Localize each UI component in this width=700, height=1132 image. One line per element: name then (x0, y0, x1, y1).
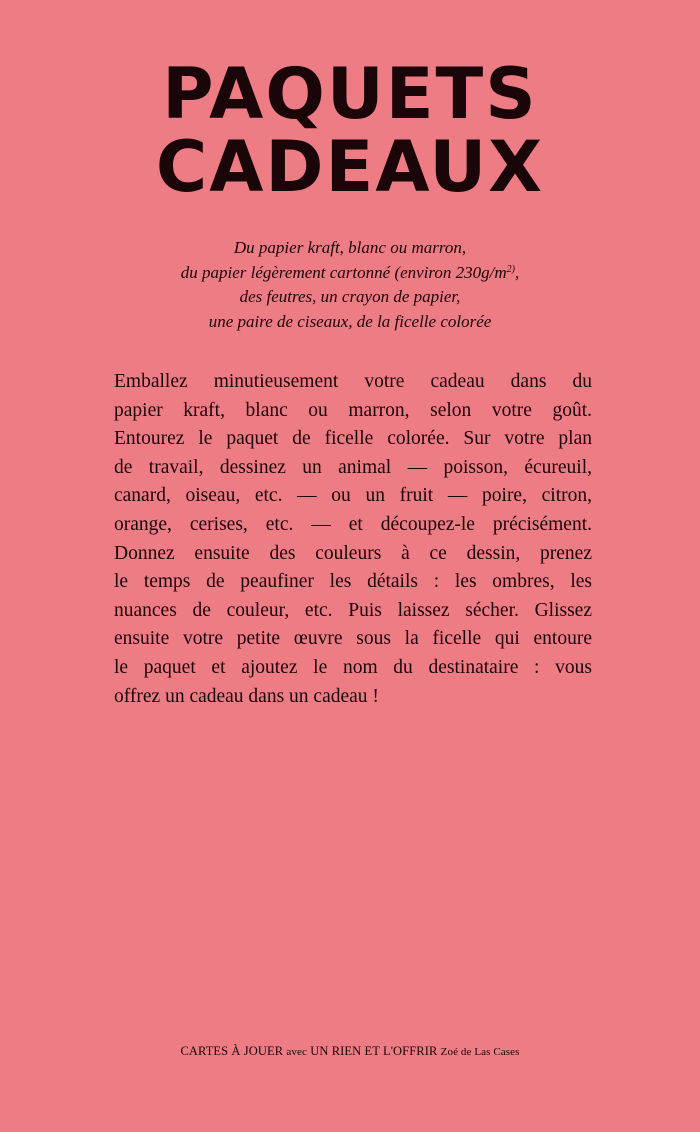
page-title (0, 53, 700, 208)
materials-line-3: des feutres, un crayon de papier, (239, 287, 461, 307)
instructions-line: Emballez minutieusement votre cadeau dans du (114, 371, 592, 392)
instructions-line: orange, cerises, etc. — et découpez-le précisément. (114, 513, 592, 535)
page-footer (0, 1042, 700, 1061)
instructions-line: offrez un cadeau dans un cadeau ! (114, 685, 379, 707)
footer-series-title: CARTES À JOUER (180, 1044, 284, 1058)
instructions-line: papier kraft, blanc ou marron, selon votre goût. (114, 399, 592, 421)
footer-author: Zoé de Las Cases (440, 1046, 520, 1058)
instructions-line: nuances de couleur, etc. Puis laissez sécher. Glissez (114, 599, 592, 621)
materials-line-2-end: , (515, 262, 520, 282)
instructions-line: Entourez le paquet de ficelle colorée. Sur votre plan (114, 428, 592, 450)
title-line-2: CADEAUX (155, 126, 545, 208)
instructions-line: de travail, dessinez un animal — poisson, écureuil, (114, 456, 592, 478)
instructions-line: ensuite votre petite œuvre sous la ficelle qui entoure (114, 628, 592, 650)
materials-line-1: Du papier kraft, blanc ou marron, (233, 238, 467, 257)
footer-book-title: UN RIEN ET L'OFFRIR (310, 1044, 438, 1058)
instructions-line: canard, oiseau, etc. — ou un fruit — poire, citron, (114, 485, 592, 507)
materials-line-2 (0, 261, 700, 286)
materials-line-4: une paire de ciseaux, de la ficelle colorée (208, 312, 492, 332)
superscript: 2) (506, 263, 515, 275)
instructions-paragraph (114, 368, 592, 711)
instructions-line: le paquet et ajoutez le nom du destinataire : vous (114, 656, 592, 678)
materials-list (0, 236, 700, 335)
title-line-1: PAQUETS (162, 53, 538, 135)
instructions-line: le temps de peaufiner les détails : les ombres, les (114, 571, 592, 593)
footer-connector: avec (286, 1046, 307, 1058)
instructions-line: Donnez ensuite des couleurs à ce dessin, prenez (114, 542, 592, 564)
materials-line-2-text: du papier légèrement cartonné (environ 230g/m (180, 262, 507, 282)
